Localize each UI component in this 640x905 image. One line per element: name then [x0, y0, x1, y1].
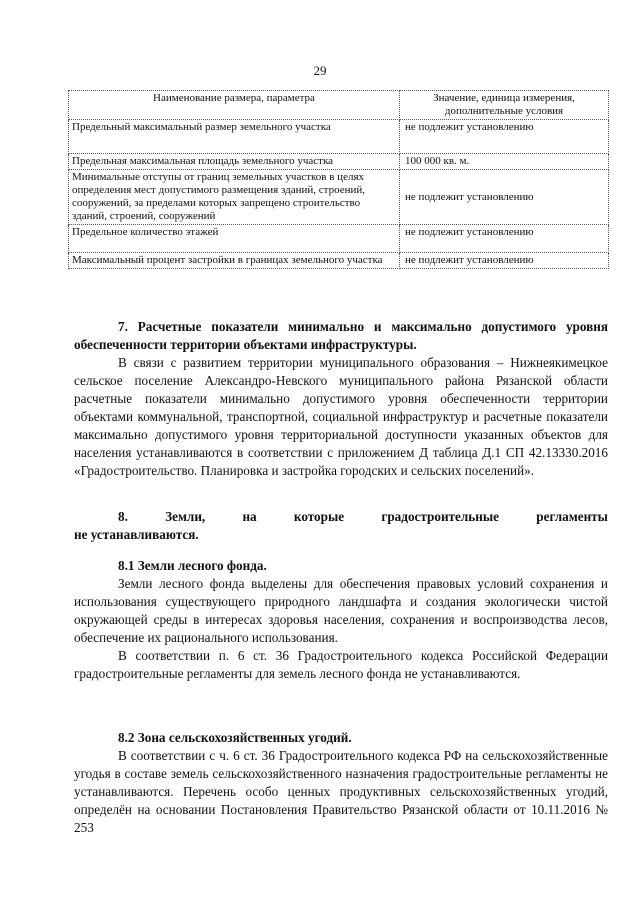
table-cell-parameter: Максимальный процент застройки в границах земельного участка [69, 253, 400, 269]
heading-word: 8. [118, 509, 128, 524]
table-cell-value: не подлежит установлению [400, 170, 609, 225]
heading-word: на [242, 509, 257, 524]
table-cell-value: не подлежит установлению [400, 253, 609, 269]
section-8-2-para1: В соответствии с ч. 6 ст. 36 Градостроительного кодекса РФ на сельскохозяйственные угодья в составе земель сельскохозяйственного назначения градостроительные регламенты не устанавливаются. Перечень особо ценных продуктивных сельскохозяйственных угодий, определён на основании Постановления Правительство Рязанской области от 10.11.2016 № 253 [74, 748, 608, 835]
section-8-1-para2: В соответствии п. 6 ст. 36 Градостроительного кодекса Российской Федерации градостроительные регламенты для земель лесного фонда не устанавливаются. [74, 648, 608, 681]
table-header-value: Значение, единица измерения, дополнительные условия [400, 91, 609, 120]
section-8-1 [74, 557, 608, 683]
table-row [69, 170, 609, 225]
section-8-1-para1: Земли лесного фонда выделены для обеспечения правовых условий сохранения и использования существующего природного ландшафта и создания экологически чистой окружающей среды в интересах здоровья населения, сохранения и воспроизводства лесов, обеспечение их рационального использования. [74, 576, 608, 645]
table-header-row [69, 91, 609, 120]
table-row [69, 120, 609, 154]
heading-word: регламенты [536, 509, 608, 524]
page-number: 29 [313, 63, 327, 78]
heading-word: Земли, [165, 509, 206, 524]
section-8-1-heading: 8.1 Земли лесного фонда. [118, 558, 267, 573]
heading-word: градостроительные [381, 509, 500, 524]
section-7 [74, 318, 608, 480]
section-8-2-heading: 8.2 Зона сельскохозяйственных угодий. [118, 730, 352, 745]
table-row [69, 253, 609, 269]
section-8-2 [74, 729, 608, 837]
table-cell-value: не подлежит установлению [400, 120, 609, 154]
table-cell-parameter: Предельное количество этажей [69, 225, 400, 253]
section-7-heading: 7. Расчетные показатели минимально и максимально допустимого уровня обеспеченности территории объектами инфраструктуры. [74, 319, 608, 352]
table-cell-value: не подлежит установлению [400, 225, 609, 253]
table-cell-parameter: Предельная максимальная площадь земельного участка [69, 154, 400, 170]
parameters-table [68, 90, 609, 269]
section-8-heading-line2: не устанавливаются. [74, 527, 199, 542]
section-7-body: В связи с развитием территории муниципального образования – Нижнеякимецкое сельское поселение Александро-Невского муниципального района Рязанской области расчетные показатели минимально допустимого уровня обеспеченности территории объектами коммунальной, транспортной, социальной инфраструктур и расчетные показатели максимально допустимого уровня территориальной доступности указанных объектов для населения устанавливаются в соответствии с приложением Д таблица Д.1 СП 42.13330.2016 «Градостроительство. Планировка и застройка городских и сельских поселений». [74, 355, 608, 478]
table-cell-parameter: Предельный максимальный размер земельного участка [69, 120, 400, 154]
heading-word: которые [293, 509, 345, 524]
table-row [69, 154, 609, 170]
table-row [69, 225, 609, 253]
table-cell-value: 100 000 кв. м. [400, 154, 609, 170]
table-header-parameter: Наименование размера, параметра [69, 91, 400, 120]
section-8-heading [74, 508, 608, 526]
section-8 [74, 508, 608, 544]
table-cell-parameter: Минимальные отступы от границ земельных участков в целях определения мест допустимого размещения зданий, строений, сооружений, за пределами которых запрещено строительство зданий, строений, сооружений [69, 170, 400, 225]
